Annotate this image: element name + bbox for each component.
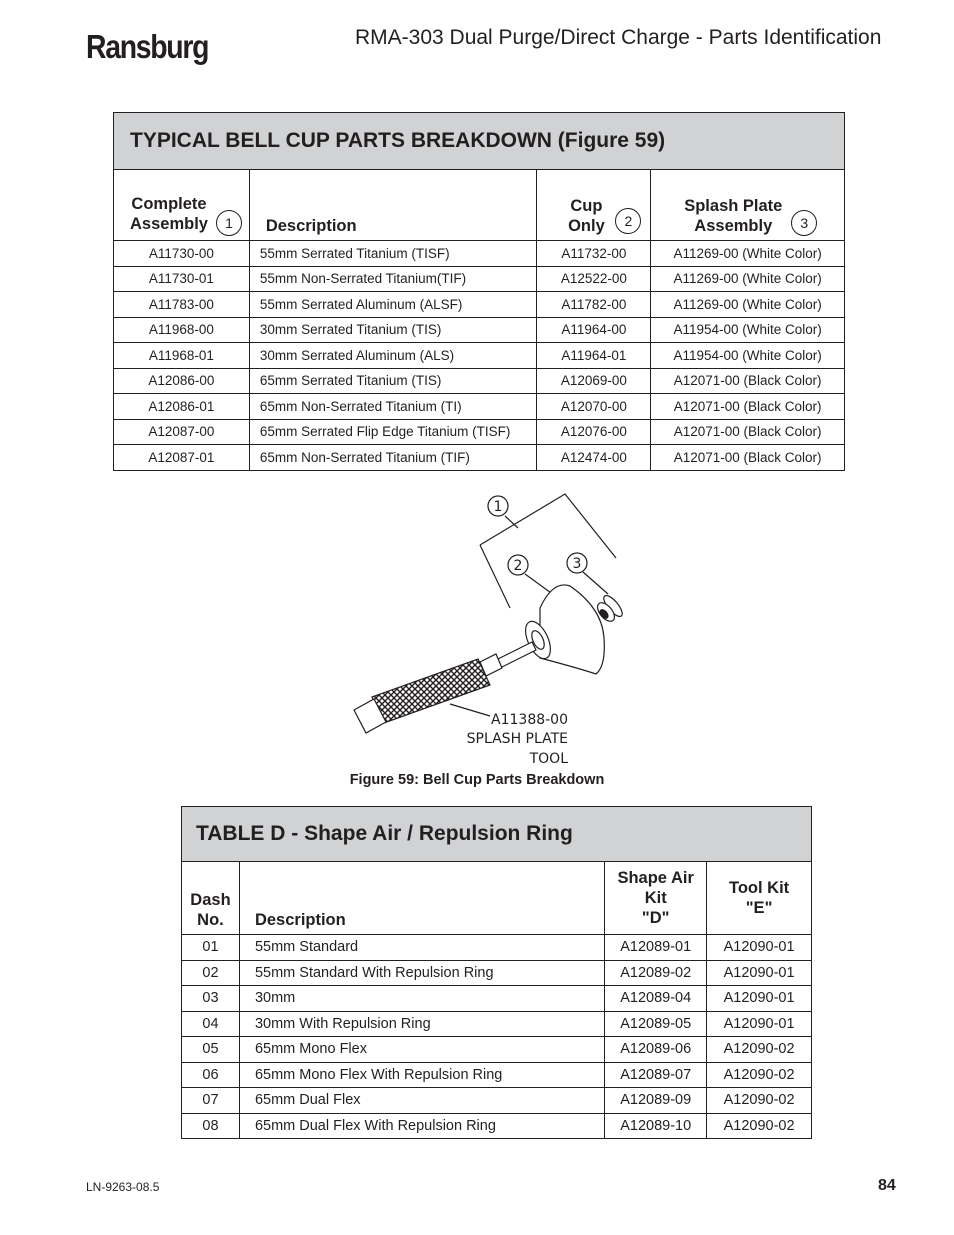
cell-shape-air-kit: A12089-04 (605, 986, 707, 1012)
cell-shape-air-kit: A12089-09 (605, 1088, 707, 1114)
table-row (182, 1037, 812, 1063)
cell-description: 55mm Standard With Repulsion Ring (239, 960, 604, 986)
header-cup-only (537, 170, 651, 241)
cell-tool-kit: A12090-02 (707, 1088, 812, 1114)
cell-splash-plate: A12071-00 (Black Color) (651, 394, 845, 420)
cell-description: 30mm Serrated Aluminum (ALS) (249, 343, 537, 369)
header-dash-no (182, 862, 240, 935)
header-label: "D" (641, 909, 670, 927)
table-row (182, 986, 812, 1012)
table-row (114, 292, 845, 318)
cell-shape-air-kit: A12089-07 (605, 1062, 707, 1088)
cell-tool-kit: A12090-02 (707, 1062, 812, 1088)
cell-shape-air-kit: A12089-10 (605, 1113, 707, 1139)
header-splash-plate-assembly (651, 170, 845, 241)
cell-description: 30mm Serrated Titanium (TIS) (249, 317, 537, 343)
cell-cup-only: A11964-00 (537, 317, 651, 343)
cell-cup-only: A12522-00 (537, 266, 651, 292)
brand-logo: Ransburg (86, 28, 209, 65)
callout-2-label: 2 (513, 558, 523, 574)
table-row (114, 343, 845, 369)
cell-description: 30mm With Repulsion Ring (239, 1011, 604, 1037)
cell-description: 65mm Serrated Flip Edge Titanium (TISF) (249, 419, 537, 445)
page-number: 84 (878, 1177, 896, 1194)
cell-splash-plate: A11269-00 (White Color) (651, 266, 845, 292)
cell-complete-assembly: A12086-00 (114, 368, 250, 394)
header-label: "E" (745, 899, 773, 917)
cell-shape-air-kit: A12089-05 (605, 1011, 707, 1037)
callout-1-label: 1 (493, 499, 503, 515)
cell-tool-kit: A12090-01 (707, 1011, 812, 1037)
cell-description: 55mm Non-Serrated Titanium(TIF) (249, 266, 537, 292)
header-label: Dash (190, 891, 231, 909)
cell-description: 55mm Serrated Titanium (TISF) (249, 241, 537, 267)
cell-description: 55mm Serrated Aluminum (ALSF) (249, 292, 537, 318)
bell-cup-icon (540, 585, 604, 674)
cell-tool-kit: A12090-01 (707, 960, 812, 986)
cell-shape-air-kit: A12089-02 (605, 960, 707, 986)
table-row (182, 935, 812, 961)
header-label: Assembly (694, 217, 773, 235)
table-row (114, 266, 845, 292)
tool-name-line1: SPLASH PLATE (466, 731, 568, 747)
cell-shape-air-kit: A12089-01 (605, 935, 707, 961)
bell-cup-figure (340, 488, 640, 773)
table-row (114, 445, 845, 471)
header-description (239, 862, 604, 935)
tool-part-number: A11388-00 (491, 712, 568, 728)
table-row (182, 1113, 812, 1139)
cell-complete-assembly: A11968-01 (114, 343, 250, 369)
bell-cup-parts-table (113, 112, 845, 471)
cell-cup-only: A12070-00 (537, 394, 651, 420)
header-label: Kit (644, 889, 667, 907)
cell-complete-assembly: A12087-00 (114, 419, 250, 445)
header-label: Splash Plate (684, 197, 783, 215)
cell-tool-kit: A12090-01 (707, 986, 812, 1012)
cell-dash-no: 04 (182, 1011, 240, 1037)
header-complete-assembly (114, 170, 250, 241)
cell-dash-no: 06 (182, 1062, 240, 1088)
table-row (182, 1011, 812, 1037)
cell-description: 65mm Serrated Titanium (TIS) (249, 368, 537, 394)
cell-description: 30mm (239, 986, 604, 1012)
header-description (249, 170, 537, 241)
header-label: Assembly (130, 215, 208, 233)
cell-splash-plate: A11954-00 (White Color) (651, 343, 845, 369)
cell-dash-no: 08 (182, 1113, 240, 1139)
cell-cup-only: A12076-00 (537, 419, 651, 445)
document-number: LN-9263-08.5 (86, 1180, 160, 1194)
callout-circle-3: 3 (791, 210, 817, 236)
header-label: Description (254, 911, 346, 929)
cell-dash-no: 07 (182, 1088, 240, 1114)
cell-dash-no: 05 (182, 1037, 240, 1063)
cell-complete-assembly: A11730-00 (114, 241, 250, 267)
header-label: Description (265, 217, 357, 235)
header-shape-air-kit (605, 862, 707, 935)
cell-cup-only: A12069-00 (537, 368, 651, 394)
cell-cup-only: A11732-00 (537, 241, 651, 267)
splash-plate-tool-icon (372, 659, 490, 723)
callout-circle-1: 1 (216, 210, 242, 236)
header-label: No. (197, 911, 224, 929)
header-label: Only (568, 217, 605, 235)
cell-splash-plate: A12071-00 (Black Color) (651, 445, 845, 471)
cell-description: 55mm Standard (239, 935, 604, 961)
cell-complete-assembly: A12086-01 (114, 394, 250, 420)
cell-tool-kit: A12090-02 (707, 1037, 812, 1063)
cell-description: 65mm Dual Flex (239, 1088, 604, 1114)
callout-circle-2: 2 (615, 208, 641, 234)
cell-splash-plate: A12071-00 (Black Color) (651, 419, 845, 445)
header-label: Tool Kit (728, 879, 790, 897)
cell-shape-air-kit: A12089-06 (605, 1037, 707, 1063)
header-label: Cup (570, 197, 603, 215)
cell-complete-assembly: A11730-01 (114, 266, 250, 292)
cell-description: 65mm Mono Flex (239, 1037, 604, 1063)
cell-complete-assembly: A11968-00 (114, 317, 250, 343)
cell-description: 65mm Non-Serrated Titanium (TIF) (249, 445, 537, 471)
table-row (114, 368, 845, 394)
table-row (182, 960, 812, 986)
table-row (114, 419, 845, 445)
header-label: Complete (131, 195, 207, 213)
page-title: RMA-303 Dual Purge/Direct Charge - Parts Identification (355, 26, 882, 49)
cell-tool-kit: A12090-02 (707, 1113, 812, 1139)
callout-3-label: 3 (572, 556, 582, 572)
shape-air-table (181, 806, 812, 1139)
cell-cup-only: A11782-00 (537, 292, 651, 318)
cell-cup-only: A11964-01 (537, 343, 651, 369)
cell-description: 65mm Non-Serrated Titanium (TI) (249, 394, 537, 420)
cell-splash-plate: A11269-00 (White Color) (651, 292, 845, 318)
table-row (182, 1062, 812, 1088)
cell-dash-no: 01 (182, 935, 240, 961)
cell-description: 65mm Dual Flex With Repulsion Ring (239, 1113, 604, 1139)
cell-dash-no: 02 (182, 960, 240, 986)
cell-complete-assembly: A12087-01 (114, 445, 250, 471)
cell-tool-kit: A12090-01 (707, 935, 812, 961)
cell-complete-assembly: A11783-00 (114, 292, 250, 318)
cell-splash-plate: A11269-00 (White Color) (651, 241, 845, 267)
cell-splash-plate: A11954-00 (White Color) (651, 317, 845, 343)
cell-cup-only: A12474-00 (537, 445, 651, 471)
figure-caption: Figure 59: Bell Cup Parts Breakdown (349, 772, 605, 788)
header-label: Shape Air (617, 869, 694, 887)
cell-dash-no: 03 (182, 986, 240, 1012)
cell-splash-plate: A12071-00 (Black Color) (651, 368, 845, 394)
table-row (114, 317, 845, 343)
tool-name-line2: TOOL (529, 751, 568, 767)
table-title: TABLE D - Shape Air / Repulsion Ring (182, 807, 812, 862)
table-row (114, 241, 845, 267)
table-row (182, 1088, 812, 1114)
cell-description: 65mm Mono Flex With Repulsion Ring (239, 1062, 604, 1088)
table-row (114, 394, 845, 420)
header-tool-kit (707, 862, 812, 935)
table-title: TYPICAL BELL CUP PARTS BREAKDOWN (Figure 59) (114, 113, 845, 170)
